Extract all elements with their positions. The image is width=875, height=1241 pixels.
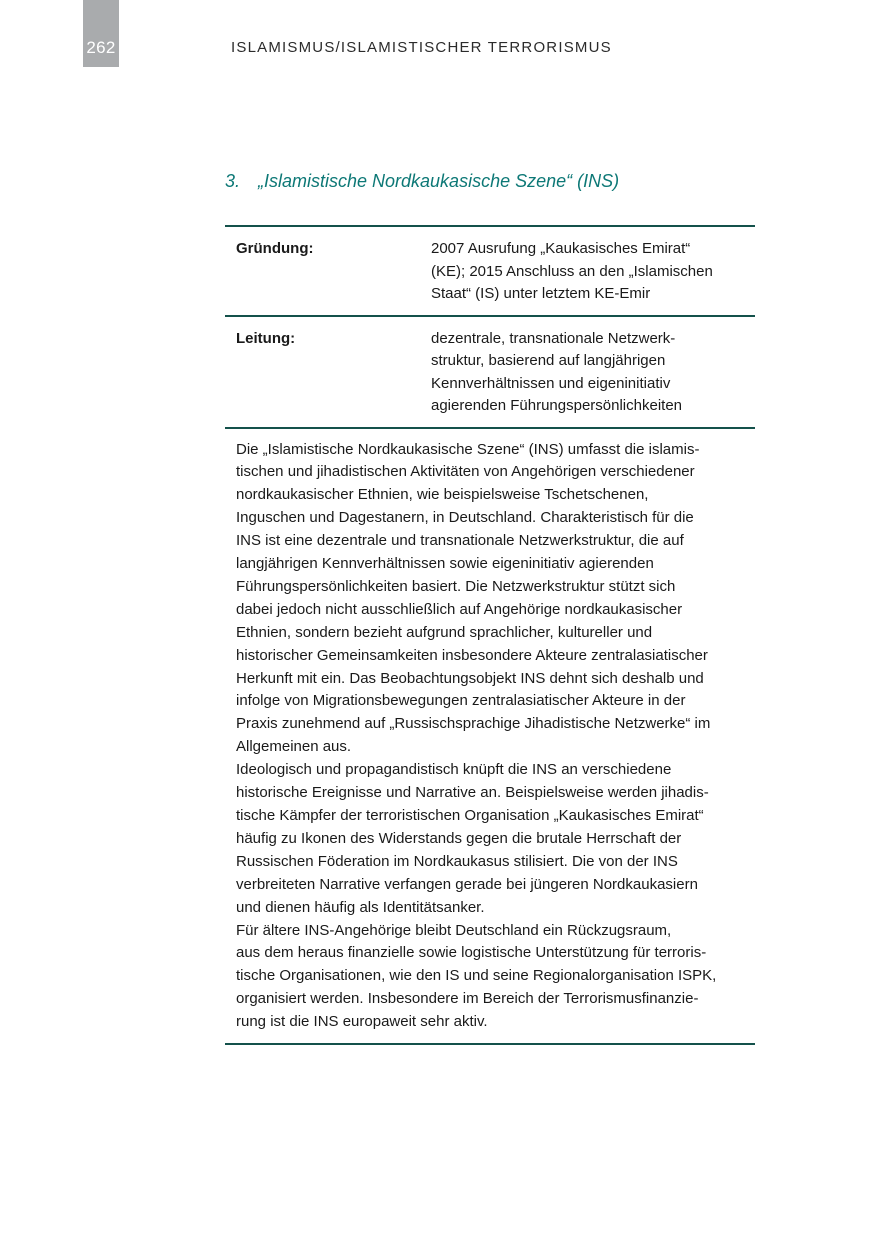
body-line: historischer Gemeinsamkeiten insbesondere Akteure zentralasiatischer xyxy=(236,646,708,664)
info-value-line: (KE); 2015 Anschluss an den „Islamischen xyxy=(431,262,713,280)
running-header: ISLAMISMUS/ISLAMISTISCHER TERRORISMUS xyxy=(231,39,612,56)
body-line: tischen und jihadistischen Aktivitäten von Angehörigen verschiedener xyxy=(236,463,695,481)
body-line: tische Organisationen, wie den IS und seine Regionalorganisation ISPK, xyxy=(236,967,717,985)
body-line: Praxis zunehmend auf „Russischsprachige Jihadistische Netzwerke“ im xyxy=(236,715,711,733)
body-line: häufig zu Ikonen des Widerstands gegen die brutale Herrschaft der xyxy=(236,829,682,847)
body-line: rung ist die INS europaweit sehr aktiv. xyxy=(236,1013,488,1031)
info-row-leitung xyxy=(225,317,755,427)
body-line: Russischen Föderation im Nordkaukasus stilisiert. Die von der INS xyxy=(236,852,678,870)
body-line: und dienen häufig als Identitätsanker. xyxy=(236,898,485,916)
body-line: infolge von Migrationsbewegungen zentralasiatischer Akteure in der xyxy=(236,692,686,710)
info-box xyxy=(225,225,755,1045)
body-line: langjährigen Kennverhältnissen sowie eigeninitiativ agierenden xyxy=(236,555,654,573)
section-number: 3. xyxy=(225,171,241,191)
body-line: INS ist eine dezentrale und transnationale Netzwerkstruktur, die auf xyxy=(236,532,684,550)
body-line: Allgemeinen aus. xyxy=(236,738,352,756)
page-number: 262 xyxy=(86,38,116,57)
body-line: tische Kämpfer der terroristischen Organisation „Kaukasisches Emirat“ xyxy=(236,807,704,824)
section-title: „Islamistische Nordkaukasische Szene“ (INS) xyxy=(258,171,620,191)
body-line: nordkaukasischer Ethnien, wie beispielsweise Tschetschenen, xyxy=(236,486,649,504)
info-label: Gründung: xyxy=(236,240,314,257)
body-line: Führungspersönlichkeiten basiert. Die Netzwerkstruktur stützt sich xyxy=(236,577,676,595)
description-text xyxy=(225,429,755,1044)
body-line: Die „Islamistische Nordkaukasische Szene“ (INS) umfasst die islamis- xyxy=(236,440,700,458)
body-line: Inguschen und Dagestanern, in Deutschland. Charakteristisch für die xyxy=(236,509,694,527)
info-label: Leitung: xyxy=(236,329,296,347)
info-value-line: struktur, basierend auf langjährigen xyxy=(431,352,666,369)
body-line: Ethnien, sondern bezieht aufgrund sprachlicher, kultureller und xyxy=(236,623,653,641)
body-line: verbreiteten Narrative verfangen gerade bei jüngeren Nordkaukasiern xyxy=(236,875,698,893)
info-value-line: dezentrale, transnationale Netzwerk- xyxy=(431,329,676,347)
info-value-line: 2007 Ausrufung „Kaukasisches Emirat“ xyxy=(431,240,691,257)
info-row-gruendung xyxy=(225,227,755,315)
bottom-rule xyxy=(225,1043,755,1045)
body-line: Für ältere INS-Angehörige bleibt Deutschland ein Rückzugsraum, xyxy=(236,921,672,939)
info-value-line: Kennverhältnissen und eigeninitiativ xyxy=(431,374,671,392)
body-line: historische Ereignisse und Narrative an. Beispielsweise werden jihadis- xyxy=(236,784,709,802)
info-value xyxy=(431,328,731,418)
info-value-line: agierenden Führungspersönlichkeiten xyxy=(431,397,683,414)
body-line: Herkunft mit ein. Das Beobachtungsobjekt INS dehnt sich deshalb und xyxy=(236,669,704,687)
info-value-line: Staat“ (IS) unter letztem KE-Emir xyxy=(431,285,651,302)
body-line: aus dem heraus finanzielle sowie logistische Unterstützung für terroris- xyxy=(236,944,707,962)
body-line: Ideologisch und propagandistisch knüpft die INS an verschiedene xyxy=(236,761,672,779)
body-line: organisiert werden. Insbesondere im Bereich der Terrorismusfinanzie- xyxy=(236,990,699,1008)
body-line: dabei jedoch nicht ausschließlich auf Angehörige nordkaukasischer xyxy=(236,600,683,618)
section-heading xyxy=(225,171,619,192)
info-value xyxy=(431,238,731,306)
